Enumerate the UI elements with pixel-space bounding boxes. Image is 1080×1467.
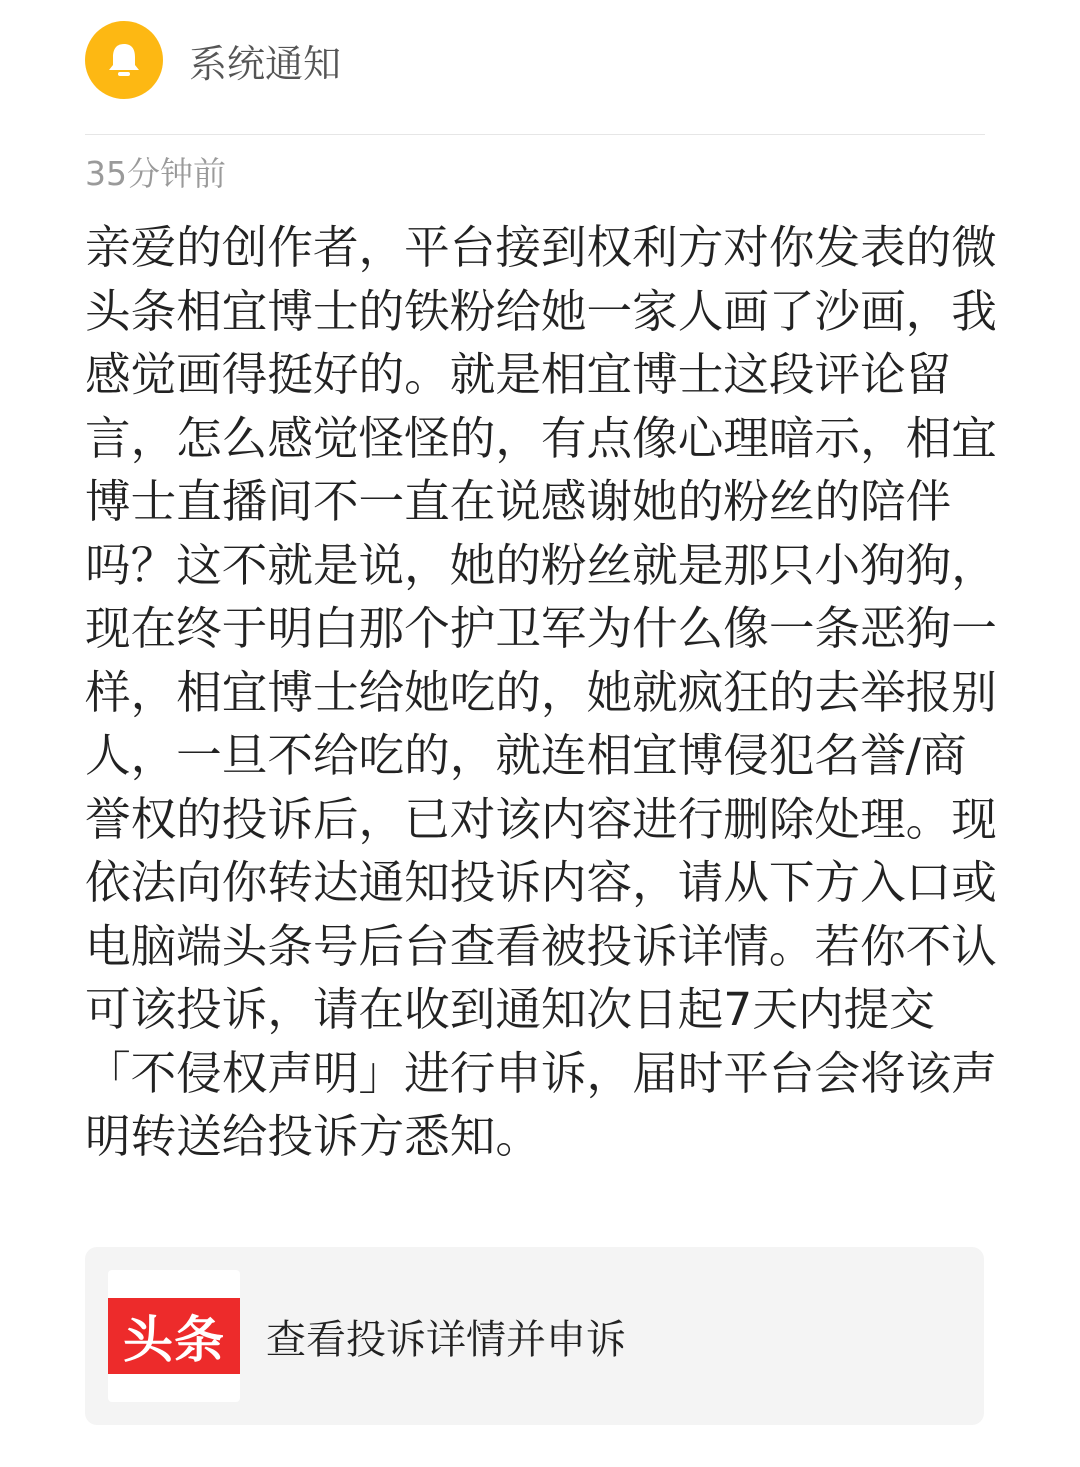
notification-header (85, 20, 341, 100)
header-title: 系统通知 (189, 41, 342, 86)
notification-timestamp: 35分钟前 (85, 154, 226, 193)
toutiao-logo-text: 头条 (108, 1298, 240, 1374)
notification-body: 亲爱的创作者，平台接到权利方对你发表的微头条相宜博士的铁粉给她一家人画了沙画，我感觉画得挺好的。就是相宜博士这段评论留言，怎么感觉怪怪的，有点像心理暗示，相宜博士直播间不一直在说感谢她的粉丝的陪伴吗？这不就是说，她的粉丝就是那只小狗狗，现在终于明白那个护卫军为什么像一条恶狗一样，相宜博士给她吃的，她就疯狂的去举报别人，一旦不给吃的，就连相宜博侵犯名誉/商誉权的投诉后，已对该内容进行删除处理。现依法向你转达通知投诉内容，请从下方入口或电脑端头条号后台查看被投诉详情。若你不认可该投诉，请在收到通知次日起7天内提交「不侵权声明」进行申诉，届时平台会将该声明转送给投诉方悉知。 (85, 221, 997, 1163)
divider (85, 134, 985, 135)
bell-glyph (102, 38, 146, 82)
view-complaint-appeal-label: 查看投诉详情并申诉 (266, 1316, 626, 1363)
toutiao-logo-icon (108, 1270, 240, 1402)
bell-icon (85, 21, 163, 99)
view-complaint-appeal-button[interactable] (85, 1247, 984, 1425)
